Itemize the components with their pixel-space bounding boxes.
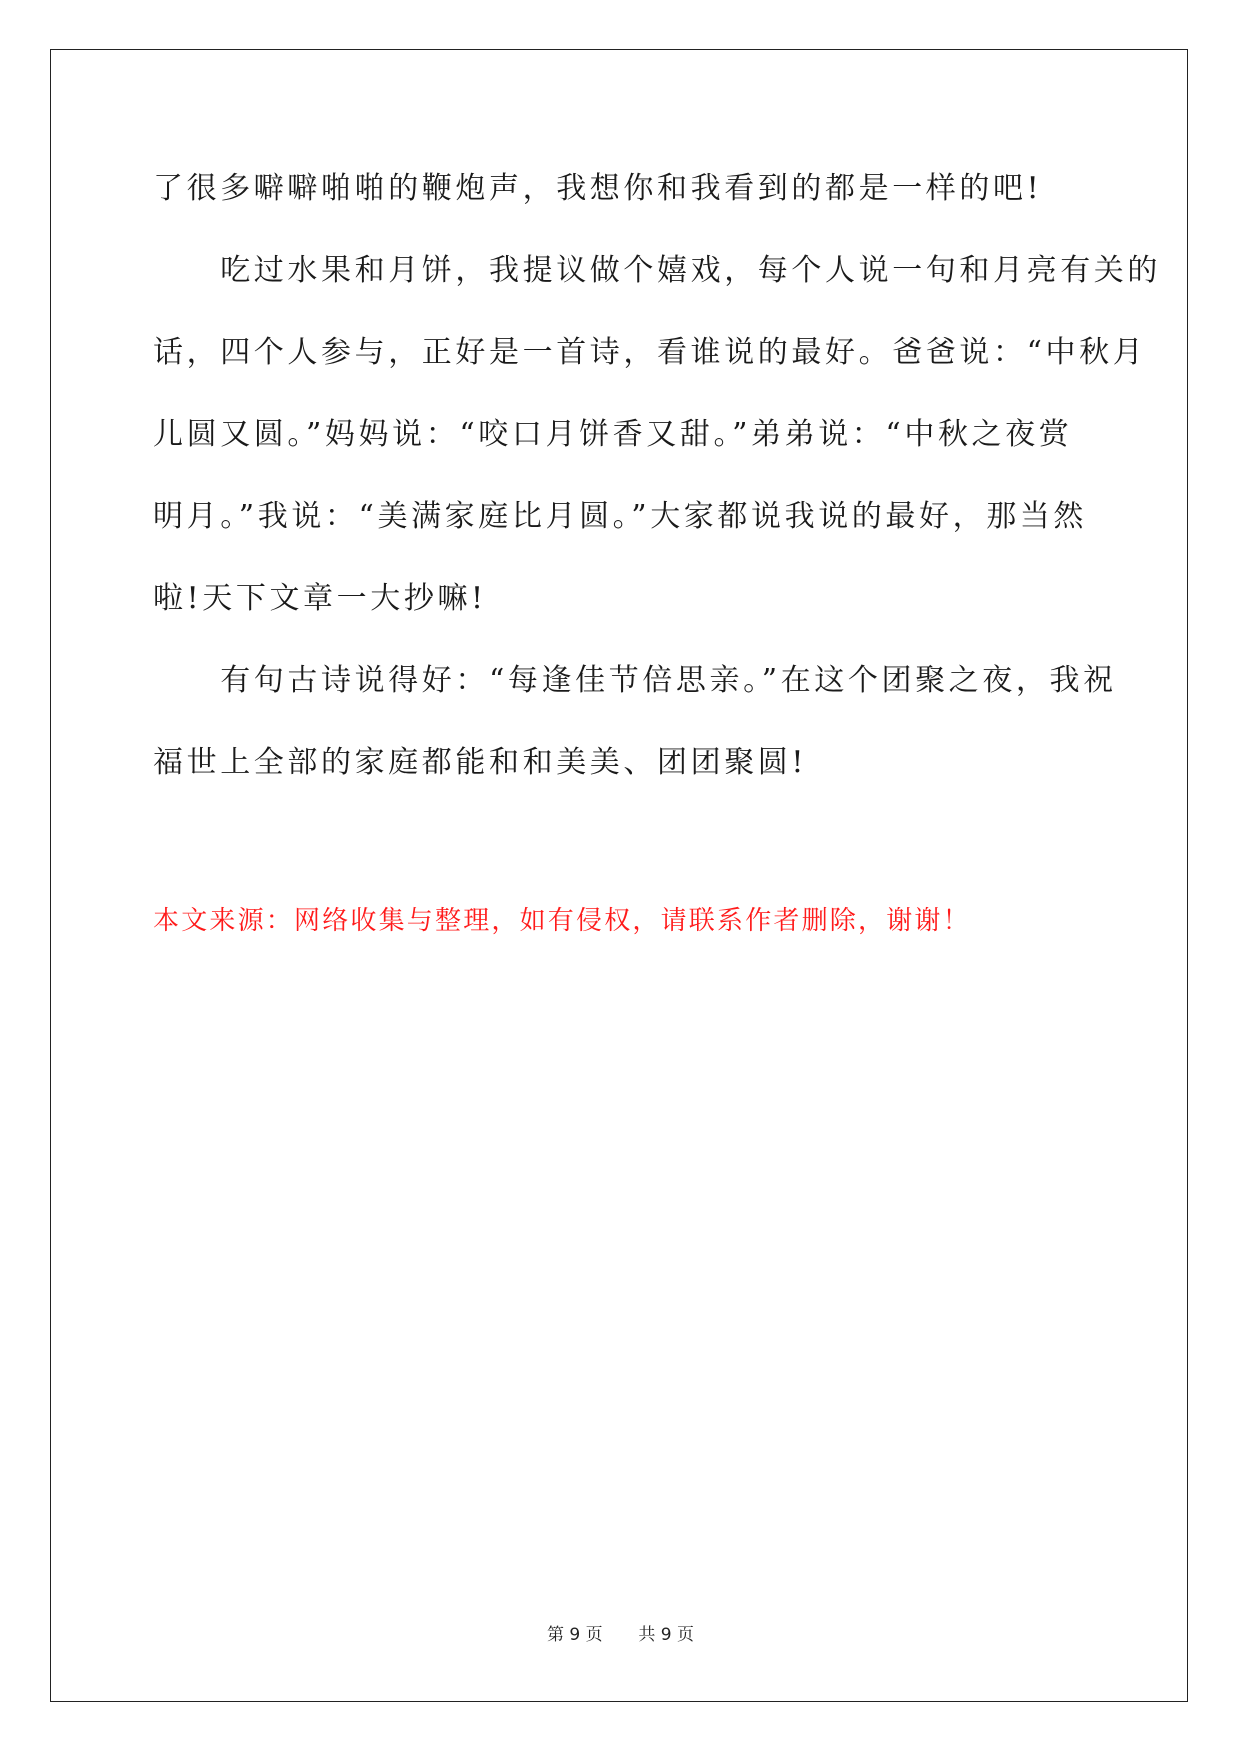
paragraph-line: 啦!天下文章一大抄嘛!	[153, 581, 487, 616]
paragraph-line: 福世上全部的家庭都能和和美美、团团聚圆!	[153, 745, 808, 780]
source-disclaimer: 本文来源：网络收集与整理，如有侵权，请联系作者删除，谢谢！	[153, 906, 971, 936]
paragraph-line: 了很多噼噼啪啪的鞭炮声，我想你和我看到的都是一样的吧!	[153, 171, 1043, 206]
page-footer	[0, 1620, 1241, 1645]
paragraph-line: 话，四个人参与，正好是一首诗，看谁说的最好。爸爸说：“中秋月	[153, 335, 1147, 370]
page-total: 共 9 页	[638, 1625, 695, 1645]
page-number: 第 9 页	[546, 1625, 603, 1645]
article-body	[153, 148, 1161, 804]
paragraph-line: 有句古诗说得好：“每逢佳节倍思亲。”在这个团聚之夜，我祝	[153, 663, 1117, 698]
paragraph-line: 明月。”我说：“美满家庭比月圆。”大家都说我说的最好，那当然	[153, 499, 1088, 534]
paragraph-line: 儿圆又圆。”妈妈说：“咬口月饼香又甜。”弟弟说：“中秋之夜赏	[153, 417, 1073, 452]
paragraph-line: 吃过水果和月饼，我提议做个嬉戏，每个人说一句和月亮有关的	[153, 253, 1161, 288]
